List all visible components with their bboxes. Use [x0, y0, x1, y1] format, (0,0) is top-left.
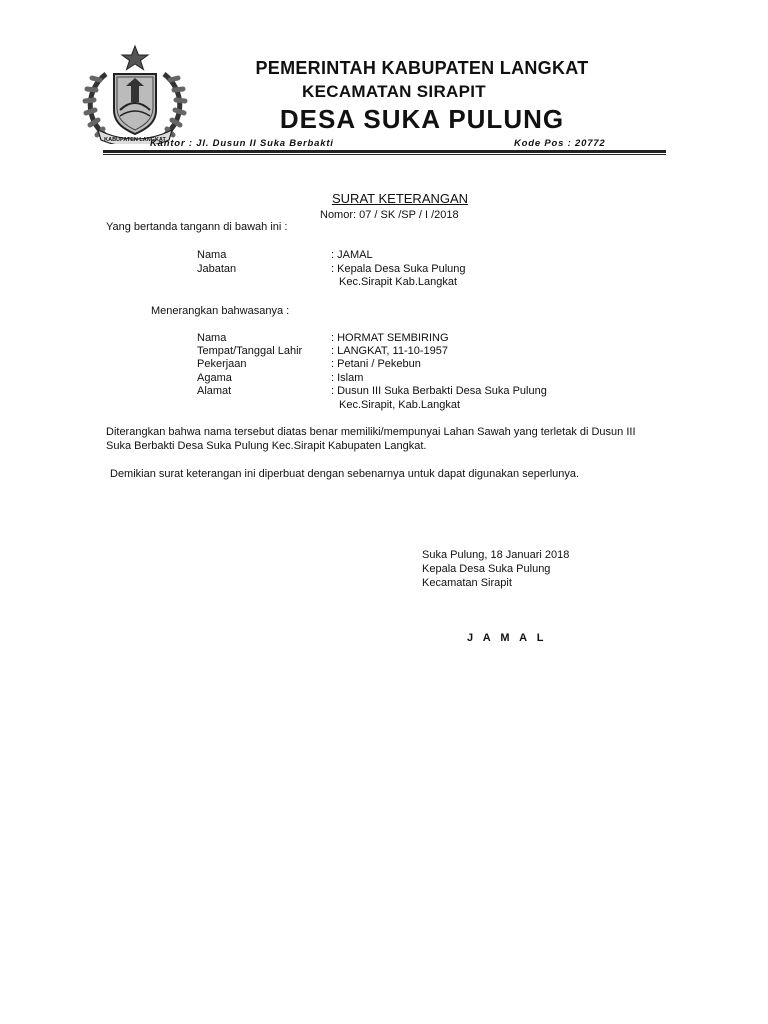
office-address: Kantor : Jl. Dusun II Suka Berbakti — [150, 138, 334, 149]
subject-name-label: Nama — [197, 332, 227, 344]
subject-birth-label: Tempat/Tanggal Lahir — [197, 345, 303, 357]
sign-title-district: Kecamatan Sirapit — [422, 577, 512, 589]
letterhead-village: DESA SUKA PULUNG — [279, 104, 565, 134]
document-title: SURAT KETERANGAN — [332, 191, 469, 206]
subject-birth-value: : LANGKAT, 11-10-1957 — [331, 345, 448, 357]
subject-name-value: : HORMAT SEMBIRING — [331, 332, 449, 344]
subject-job-label: Pekerjaan — [197, 358, 247, 370]
subject-address-value-cont: Kec.Sirapit, Kab.Langkat — [339, 399, 461, 411]
signatory-position-label: Jabatan — [197, 263, 237, 275]
closing-paragraph: Demikian surat keterangan ini diperbuat dengan sebenarnya untuk dapat digunakan seperlunya. — [110, 468, 580, 480]
signatory-position-value-cont: Kec.Sirapit Kab.Langkat — [339, 276, 458, 288]
regency-emblem-logo — [76, 44, 194, 144]
statement-paragraph-line1: Diterangkan bahwa nama tersebut diatas benar memiliki/mempunyai Lahan Sawah yang terletak di Dusun III — [106, 426, 636, 438]
subject-address-label: Alamat — [197, 385, 232, 397]
subject-religion-label: Agama — [197, 372, 232, 384]
subject-job-value: : Petani / Pekebun — [331, 358, 421, 370]
letterhead-divider-thick — [103, 150, 666, 153]
signatory-name-label: Nama — [197, 249, 227, 261]
statement-paragraph-line2: Suka Berbakti Desa Suka Pulung Kec.Sirapit Kabupaten Langkat. — [106, 440, 427, 452]
postal-code: Kode Pos : 20772 — [514, 138, 606, 149]
letterhead-divider-thin — [103, 154, 666, 155]
signatory-position-value: : Kepala Desa Suka Pulung — [331, 263, 466, 275]
statement-intro: Menerangkan bahwasanya : — [151, 305, 290, 317]
place-date: Suka Pulung, 18 Januari 2018 — [422, 549, 570, 561]
letterhead-government: PEMERINTAH KABUPATEN LANGKAT — [255, 58, 589, 78]
document-number: Nomor: 07 / SK /SP / I /2018 — [320, 209, 459, 221]
intro-text: Yang bertanda tangann di bawah ini : — [106, 221, 288, 233]
signer-name: J A M A L — [467, 632, 547, 644]
logo-banner-text: KABUPATEN LANGKAT — [104, 137, 166, 143]
signatory-name-value: : JAMAL — [331, 249, 373, 261]
letterhead-district: KECAMATAN SIRAPIT — [302, 82, 486, 101]
sign-title-village-head: Kepala Desa Suka Pulung — [422, 563, 551, 575]
subject-address-value: : Dusun III Suka Berbakti Desa Suka Pulung — [331, 385, 547, 397]
subject-religion-value: : Islam — [331, 372, 364, 384]
